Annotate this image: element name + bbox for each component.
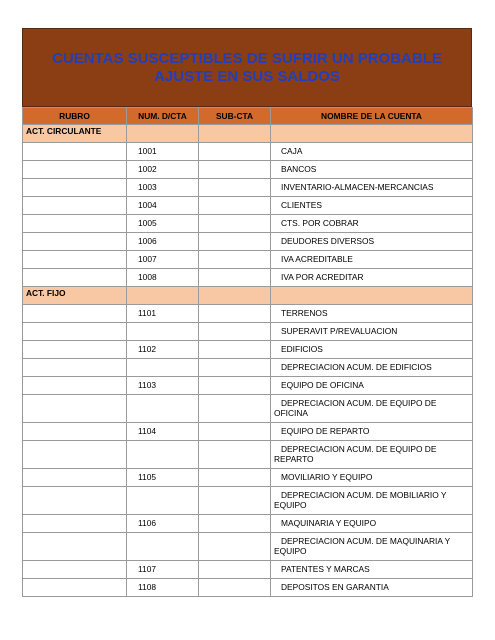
sub-account-cell	[199, 423, 271, 441]
table-row	[23, 233, 473, 251]
rubro-cell	[23, 323, 127, 341]
account-name: SUPERAVIT P/REVALUACION	[281, 326, 398, 336]
account-name: DEPRECIACION ACUM. DE MAQUINARIA Y EQUIPO	[274, 536, 451, 556]
account-name-cell	[271, 515, 473, 533]
sub-account-cell	[199, 579, 271, 597]
account-number-cell: 1107	[127, 561, 199, 579]
account-name: CLIENTES	[281, 200, 322, 210]
table-row	[23, 215, 473, 233]
sub-account-cell	[199, 359, 271, 377]
account-name: EQUIPO DE OFICINA	[281, 380, 364, 390]
table-row	[23, 441, 473, 469]
table-row	[23, 179, 473, 197]
sub-account-cell	[199, 533, 271, 561]
account-name-cell	[271, 533, 473, 561]
table-row	[23, 561, 473, 579]
column-header-sub-cta: SUB-CTA	[199, 108, 271, 125]
account-name-cell	[271, 269, 473, 287]
account-name: IVA ACREDITABLE	[281, 254, 353, 264]
sub-account-cell	[199, 377, 271, 395]
account-name-cell	[271, 561, 473, 579]
account-name-cell	[271, 161, 473, 179]
sub-account-cell	[199, 161, 271, 179]
section-cell	[271, 287, 473, 305]
account-name: DEPRECIACION ACUM. DE MOBILIARIO Y EQUIPO	[274, 490, 447, 510]
account-number-cell: 1101	[127, 305, 199, 323]
sub-account-cell	[199, 305, 271, 323]
section-label: ACT. CIRCULANTE	[23, 125, 127, 143]
sub-account-cell	[199, 233, 271, 251]
rubro-cell	[23, 269, 127, 287]
account-name-cell	[271, 441, 473, 469]
rubro-cell	[23, 179, 127, 197]
rubro-cell	[23, 251, 127, 269]
section-row	[23, 287, 473, 305]
account-name-cell	[271, 179, 473, 197]
account-number-cell: 1103	[127, 377, 199, 395]
account-name-cell	[271, 395, 473, 423]
sub-account-cell	[199, 515, 271, 533]
rubro-cell	[23, 561, 127, 579]
account-name: EDIFICIOS	[281, 344, 323, 354]
account-name: EQUIPO DE REPARTO	[281, 426, 370, 436]
rubro-cell	[23, 143, 127, 161]
title-band	[22, 28, 472, 107]
sub-account-cell	[199, 395, 271, 423]
table-row	[23, 197, 473, 215]
account-name: MOVILIARIO Y EQUIPO	[281, 472, 373, 482]
account-name: DEPRECIACION ACUM. DE EQUIPO DE OFICINA	[274, 398, 437, 418]
table-row	[23, 161, 473, 179]
document-sheet	[22, 28, 472, 597]
account-name: DEUDORES DIVERSOS	[281, 236, 375, 246]
account-number-cell: 1105	[127, 469, 199, 487]
page-title: CUENTAS SUSCEPTIBLES DE SUFRIR UN PROBABLE AJUSTE EN SUS SALDOS	[52, 49, 442, 85]
table-header-row	[23, 108, 473, 125]
table-row	[23, 359, 473, 377]
account-number-cell	[127, 441, 199, 469]
sub-account-cell	[199, 143, 271, 161]
rubro-cell	[23, 197, 127, 215]
account-number-cell: 1004	[127, 197, 199, 215]
account-name: CTS. POR COBRAR	[281, 218, 359, 228]
table-row	[23, 269, 473, 287]
section-label: ACT. FIJO	[23, 287, 127, 305]
account-number-cell: 1006	[127, 233, 199, 251]
account-name-cell	[271, 377, 473, 395]
account-name: PATENTES Y MARCAS	[281, 564, 370, 574]
rubro-cell	[23, 395, 127, 423]
table-row	[23, 251, 473, 269]
account-number-cell: 1104	[127, 423, 199, 441]
account-name-cell	[271, 359, 473, 377]
account-name-cell	[271, 579, 473, 597]
account-name-cell	[271, 341, 473, 359]
accounts-table	[22, 107, 473, 597]
account-number-cell	[127, 395, 199, 423]
account-number-cell: 1005	[127, 215, 199, 233]
rubro-cell	[23, 533, 127, 561]
rubro-cell	[23, 441, 127, 469]
account-number-cell: 1001	[127, 143, 199, 161]
rubro-cell	[23, 161, 127, 179]
column-header-nombre-cuenta: NOMBRE DE LA CUENTA	[271, 108, 473, 125]
account-number-cell: 1008	[127, 269, 199, 287]
rubro-cell	[23, 215, 127, 233]
section-cell	[127, 287, 199, 305]
section-cell	[271, 125, 473, 143]
sub-account-cell	[199, 179, 271, 197]
account-number-cell: 1007	[127, 251, 199, 269]
rubro-cell	[23, 359, 127, 377]
account-name: CAJA	[281, 146, 303, 156]
table-row	[23, 487, 473, 515]
account-name: DEPOSITOS EN GARANTIA	[281, 582, 389, 592]
sub-account-cell	[199, 341, 271, 359]
table-row	[23, 143, 473, 161]
sub-account-cell	[199, 469, 271, 487]
account-name-cell	[271, 251, 473, 269]
account-name-cell	[271, 143, 473, 161]
rubro-cell	[23, 341, 127, 359]
account-name: BANCOS	[281, 164, 317, 174]
account-number-cell	[127, 323, 199, 341]
sub-account-cell	[199, 487, 271, 515]
account-name-cell	[271, 197, 473, 215]
table-row	[23, 323, 473, 341]
table-row	[23, 395, 473, 423]
sub-account-cell	[199, 441, 271, 469]
sub-account-cell	[199, 251, 271, 269]
account-name: MAQUINARIA Y EQUIPO	[281, 518, 377, 528]
table-row	[23, 305, 473, 323]
table-row	[23, 533, 473, 561]
account-name-cell	[271, 323, 473, 341]
rubro-cell	[23, 579, 127, 597]
rubro-cell	[23, 233, 127, 251]
rubro-cell	[23, 305, 127, 323]
account-name-cell	[271, 469, 473, 487]
rubro-cell	[23, 469, 127, 487]
rubro-cell	[23, 423, 127, 441]
rubro-cell	[23, 515, 127, 533]
account-name: IVA POR ACREDITAR	[281, 272, 364, 282]
account-number-cell: 1106	[127, 515, 199, 533]
account-number-cell: 1102	[127, 341, 199, 359]
table-row	[23, 423, 473, 441]
column-header-rubro: RUBRO	[23, 108, 127, 125]
account-name-cell	[271, 487, 473, 515]
sub-account-cell	[199, 197, 271, 215]
account-number-cell	[127, 533, 199, 561]
account-number-cell: 1003	[127, 179, 199, 197]
section-row	[23, 125, 473, 143]
account-name-cell	[271, 305, 473, 323]
table-row	[23, 377, 473, 395]
section-cell	[199, 125, 271, 143]
account-name: INVENTARIO-ALMACEN-MERCANCIAS	[281, 182, 434, 192]
account-name: TERRENOS	[281, 308, 328, 318]
section-cell	[127, 125, 199, 143]
table-row	[23, 515, 473, 533]
account-number-cell: 1002	[127, 161, 199, 179]
account-number-cell	[127, 359, 199, 377]
account-name: DEPRECIACION ACUM. DE EQUIPO DE REPARTO	[274, 444, 437, 464]
sub-account-cell	[199, 323, 271, 341]
rubro-cell	[23, 377, 127, 395]
sub-account-cell	[199, 561, 271, 579]
account-number-cell	[127, 487, 199, 515]
section-cell	[199, 287, 271, 305]
sub-account-cell	[199, 269, 271, 287]
table-row	[23, 341, 473, 359]
account-name: DEPRECIACION ACUM. DE EDIFICIOS	[281, 362, 432, 372]
rubro-cell	[23, 487, 127, 515]
account-number-cell: 1108	[127, 579, 199, 597]
column-header-num-cta: NUM. D/CTA	[127, 108, 199, 125]
sub-account-cell	[199, 215, 271, 233]
account-name-cell	[271, 423, 473, 441]
table-row	[23, 469, 473, 487]
account-name-cell	[271, 215, 473, 233]
table-row	[23, 579, 473, 597]
account-name-cell	[271, 233, 473, 251]
